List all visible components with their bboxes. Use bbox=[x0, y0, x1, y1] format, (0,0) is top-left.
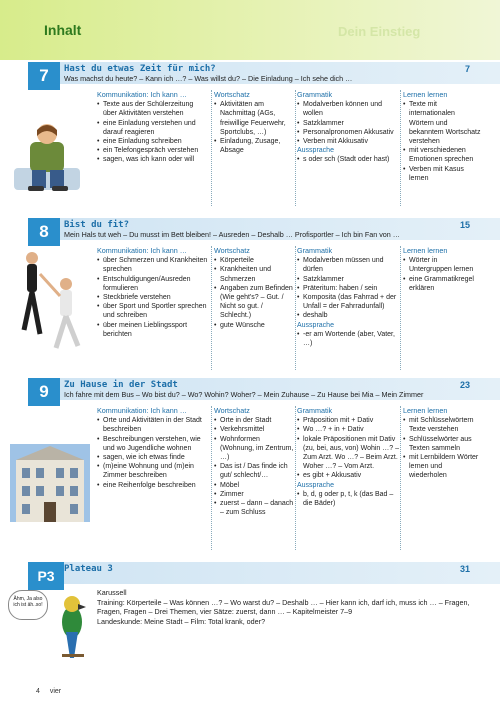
list-item: • mit Lernbildern Wörter lernen und wiederholen bbox=[403, 453, 481, 481]
list-item: • Wörter in Untergruppen lernen bbox=[403, 256, 481, 274]
list-item: • zuerst – dann – danach – zum Schluss bbox=[214, 499, 294, 517]
column-divider bbox=[211, 246, 212, 370]
unit-title[interactable]: Hast du etwas Zeit für mich? bbox=[64, 64, 216, 74]
list-item: • Entschuldigungen/Ausreden formulieren bbox=[97, 275, 209, 293]
athletes-illustration bbox=[10, 244, 90, 364]
page-title: Inhalt bbox=[44, 22, 82, 38]
unit-title[interactable]: Bist du fit? bbox=[64, 220, 130, 230]
plateau-content bbox=[97, 588, 477, 626]
unit-number-badge: 9 bbox=[28, 378, 60, 406]
wortschatz-column bbox=[214, 90, 294, 155]
column-divider bbox=[400, 406, 401, 550]
list-item: • Beschreibungen verstehen, wie und wo Jugendliche wohnen bbox=[97, 435, 209, 453]
list-item: • sagen, was ich kann oder will bbox=[97, 155, 209, 164]
plateau-line-training: Training: Körperteile – Was können …? – Wo warst du? – Deshalb … – Hier kann ich, darf ich, muss ich … – Fragen, Fragen, Fragen – Drei Themen, vier Sätze: zuerst, dann … – Kapitelmeister 7–9 bbox=[97, 597, 470, 617]
list-item: • eine Einladung schreiben bbox=[97, 137, 209, 146]
kommunikation-column bbox=[97, 406, 209, 490]
list-item: • Verben mit Kasus lernen bbox=[403, 165, 481, 183]
list-item: • Wohnformen (Wohnung, im Zentrum, …) bbox=[214, 435, 294, 463]
list-item: • b, d, g oder p, t, k (das Bad – die Bäder) bbox=[297, 490, 399, 508]
aussprache-heading: Aussprache bbox=[297, 481, 334, 489]
plateau-3 bbox=[0, 562, 500, 672]
grammatik-heading: Grammatik bbox=[297, 406, 333, 415]
list-item: • mit verschiedenen Emotionen sprechen bbox=[403, 146, 481, 164]
grammatik-column bbox=[297, 90, 399, 165]
parrot-illustration bbox=[52, 592, 90, 662]
column-divider bbox=[211, 406, 212, 550]
list-item: • gute Wünsche bbox=[214, 321, 294, 330]
wortschatz-heading: Wortschatz bbox=[214, 246, 250, 255]
column-divider bbox=[400, 90, 401, 206]
list-item: • sagen, wie ich etwas finde bbox=[97, 453, 209, 462]
unit-subtitle: Mein Hals tut weh – Du musst im Bett bleiben! – Ausreden – Deshalb … Profisportler – Ich bin Fan von … bbox=[64, 230, 400, 239]
unit-number-badge: 7 bbox=[28, 62, 60, 90]
list-item: • eine Einladung verstehen und darauf reagieren bbox=[97, 119, 209, 137]
list-item: • Präposition mit + Dativ bbox=[297, 416, 399, 425]
list-item: • Texte mit internationalen Wörtern und bekanntem Wortschatz verstehen bbox=[403, 100, 481, 146]
list-item: • deshalb bbox=[297, 311, 399, 320]
unit-subtitle: Was machst du heute? – Kann ich …? – Was willst du? – Die Einladung – Ich sehe dich … bbox=[64, 74, 353, 83]
lernen-heading: Lernen lernen bbox=[403, 246, 448, 255]
list-item: • über Schmerzen und Krankheiten sprechen bbox=[97, 256, 209, 274]
unit-number-badge: 8 bbox=[28, 218, 60, 246]
column-divider bbox=[400, 246, 401, 370]
unit-title[interactable]: Plateau 3 bbox=[64, 564, 113, 574]
unit-9 bbox=[0, 378, 500, 558]
list-item: • Personalpronomen Akkusativ bbox=[297, 128, 399, 137]
kommunikation-column bbox=[97, 90, 209, 165]
list-item: • eine Grammatikregel erklären bbox=[403, 275, 481, 293]
speech-bubble: Ähm, Ja also ich ist äh..so! bbox=[8, 590, 48, 620]
list-item: • mit Schlüsselwörtern Texte verstehen bbox=[403, 416, 481, 434]
unit-columns bbox=[97, 246, 475, 374]
grammatik-column bbox=[297, 406, 399, 508]
wortschatz-heading: Wortschatz bbox=[214, 90, 250, 99]
list-item: • ein Telefongespräch verstehen bbox=[97, 146, 209, 155]
teen-sitting-illustration bbox=[10, 120, 90, 194]
list-item: • Satzklammer bbox=[297, 119, 399, 128]
page-number: 4 bbox=[36, 688, 40, 695]
list-item: • Körperteile bbox=[214, 256, 294, 265]
lernen-column bbox=[403, 406, 481, 481]
list-item: • Satzklammer bbox=[297, 275, 399, 284]
list-item: • Verben mit Akkusativ bbox=[297, 137, 399, 146]
unit-subtitle: Ich fahre mit dem Bus – Wo bist du? – Wo? Wohin? Woher? – Mein Zuhause – Zu Hause bei Mia – Mein Zimmer bbox=[64, 390, 424, 399]
plateau-badge: P3 bbox=[28, 562, 64, 590]
page-footer bbox=[36, 688, 61, 695]
list-item: • Modalverben müssen und dürfen bbox=[297, 256, 399, 274]
wortschatz-heading: Wortschatz bbox=[214, 406, 250, 415]
unit-columns bbox=[97, 406, 479, 556]
wortschatz-column bbox=[214, 406, 294, 517]
list-item: • Modalverben können und wollen bbox=[297, 100, 399, 118]
lernen-column bbox=[403, 246, 481, 293]
list-item: • Wo …? + in + Dativ bbox=[297, 425, 399, 434]
unit-7 bbox=[0, 62, 500, 218]
kommunikation-heading: Kommunikation: Ich kann … bbox=[97, 90, 187, 99]
list-item: • es gibt + Akkusativ bbox=[297, 471, 399, 480]
list-item: • Einladung, Zusage, Absage bbox=[214, 137, 294, 155]
list-item: • Aktivitäten am Nachmittag (AGs, freiwillige Feuerwehr, Sportclubs, …) bbox=[214, 100, 294, 137]
list-item: • Orte in der Stadt bbox=[214, 416, 294, 425]
list-item: • Angaben zum Befinden (Wie geht's? – Gut. / Nicht so gut. / Schlecht.) bbox=[214, 284, 294, 321]
wortschatz-column bbox=[214, 246, 294, 330]
column-divider bbox=[211, 90, 212, 206]
list-item: • Zimmer bbox=[214, 490, 294, 499]
list-item: • (m)eine Wohnung und (m)ein Zimmer beschreiben bbox=[97, 462, 209, 480]
list-item: • s oder sch (Stadt oder hast) bbox=[297, 155, 399, 164]
list-item: • eine Reihenfolge beschreiben bbox=[97, 481, 209, 490]
list-item: • lokale Präpositionen mit Dativ (zu, bei, aus, von) Wohin …? – Zum Arzt. Wo …? – Beim Arzt. Woher …? – Vom Arzt. bbox=[297, 435, 399, 472]
list-item: • Orte und Aktivitäten in der Stadt beschreiben bbox=[97, 416, 209, 434]
list-item: • Komposita (das Fahrrad + der Unfall = der Fahrradunfall) bbox=[297, 293, 399, 311]
grammatik-heading: Grammatik bbox=[297, 246, 333, 255]
kommunikation-heading: Kommunikation: Ich kann … bbox=[97, 246, 187, 255]
unit-title[interactable]: Zu Hause in der Stadt bbox=[64, 380, 178, 390]
list-item: • Das ist / Das finde ich gut/ schlecht/… bbox=[214, 462, 294, 480]
list-item: • Verkehrsmittel bbox=[214, 425, 294, 434]
list-item: • Krankheiten und Schmerzen bbox=[214, 265, 294, 283]
unit-page-number: 15 bbox=[459, 220, 470, 230]
plateau-line-karussell: Karussell bbox=[97, 588, 127, 597]
column-divider bbox=[295, 406, 296, 550]
unit-columns bbox=[97, 90, 481, 210]
unit-page-number: 31 bbox=[459, 564, 470, 574]
list-item: • -er am Wortende (aber, Vater, …) bbox=[297, 330, 399, 348]
list-item: • über meinen Lieblingssport berichten bbox=[97, 321, 209, 339]
kommunikation-column bbox=[97, 246, 209, 339]
grammatik-column bbox=[297, 246, 399, 348]
aussprache-heading: Aussprache bbox=[297, 147, 334, 155]
column-divider bbox=[295, 90, 296, 206]
column-divider bbox=[295, 246, 296, 370]
unit-8 bbox=[0, 218, 500, 376]
grammatik-heading: Grammatik bbox=[297, 90, 333, 99]
unit-page-number: 7 bbox=[464, 64, 470, 74]
header-ghost-text: Dein Einstieg bbox=[338, 24, 421, 39]
list-item: • Schlüsselwörter aus Texten sammeln bbox=[403, 435, 481, 453]
unit-page-number: 23 bbox=[459, 380, 470, 390]
list-item: • Präteritum: haben / sein bbox=[297, 284, 399, 293]
list-item: • über Sport und Sportler sprechen und schreiben bbox=[97, 302, 209, 320]
aussprache-heading: Aussprache bbox=[297, 321, 334, 329]
lernen-heading: Lernen lernen bbox=[403, 90, 448, 99]
lernen-column bbox=[403, 90, 481, 183]
list-item: • Möbel bbox=[214, 481, 294, 490]
plateau-line-landeskunde: Landeskunde: Meine Stadt – Film: Total krank, oder? bbox=[97, 616, 266, 626]
kommunikation-heading: Kommunikation: Ich kann … bbox=[97, 406, 187, 415]
list-item: • Texte aus der Schülerzeitung über Aktivitäten verstehen bbox=[97, 100, 209, 118]
page-word: vier bbox=[49, 688, 62, 695]
list-item: • Steckbriefe verstehen bbox=[97, 293, 209, 302]
lernen-heading: Lernen lernen bbox=[403, 406, 448, 415]
city-building-photo bbox=[10, 444, 90, 522]
